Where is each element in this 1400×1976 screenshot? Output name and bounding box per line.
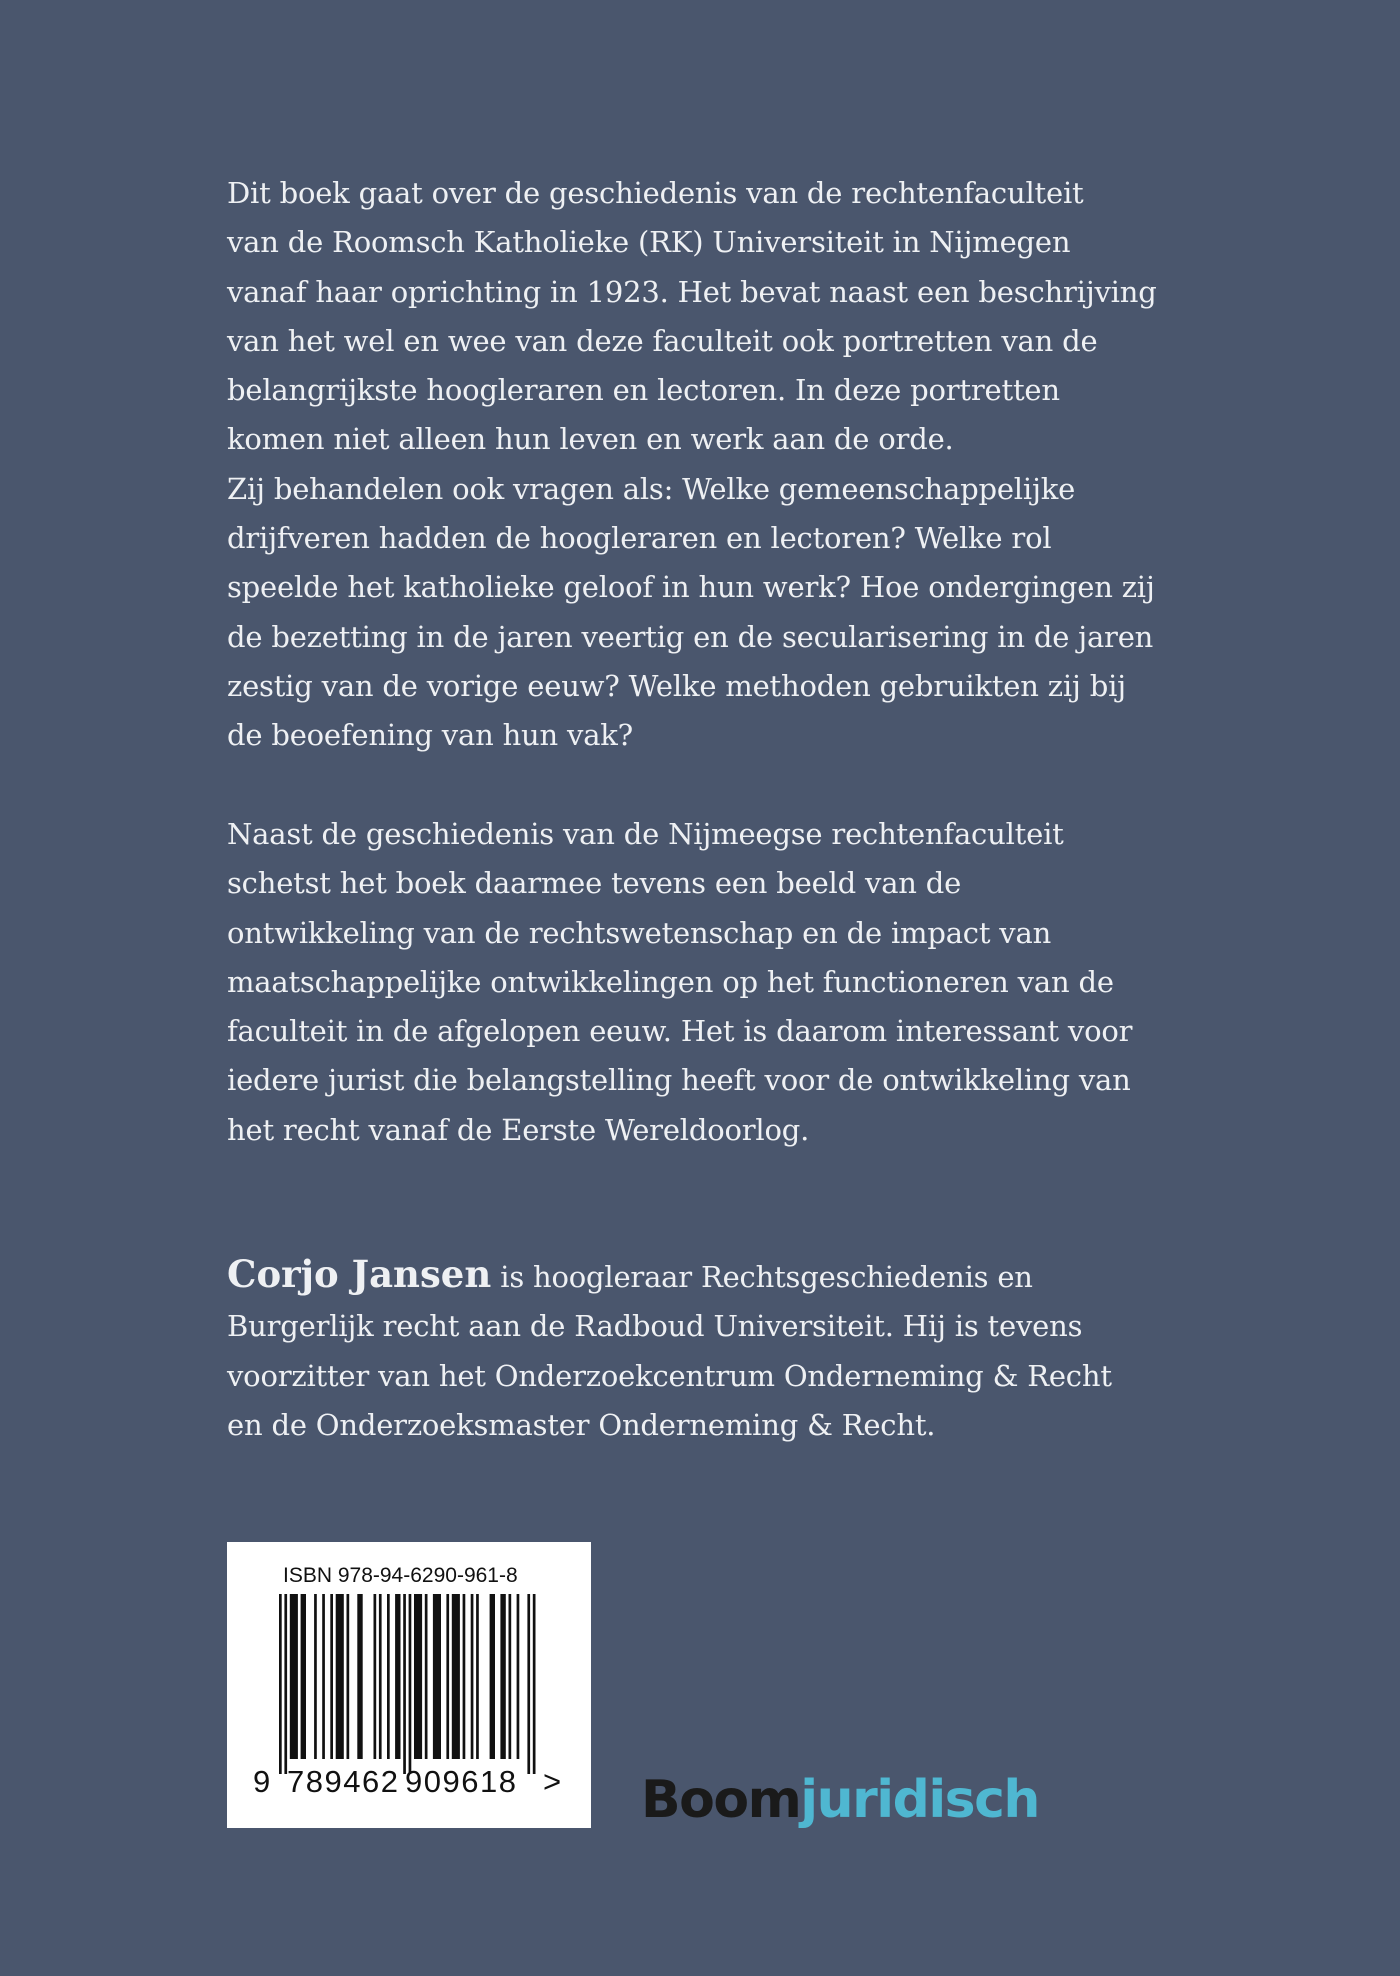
barcode-bar — [527, 1594, 530, 1774]
barcode-bar — [374, 1594, 377, 1759]
summary-line: schetst het boek daarmee tevens een beeld van de — [227, 866, 962, 901]
intro-line: belangrijkste hoogleraren en lectoren. In deze portretten — [227, 373, 1060, 408]
barcode-bar — [322, 1594, 325, 1759]
publisher-logo-juridisch: juridisch — [800, 1770, 1039, 1830]
barcode-bar — [314, 1594, 317, 1759]
barcode-bars — [279, 1594, 543, 1784]
barcode-bar — [476, 1594, 479, 1759]
author-bio — [227, 1250, 1187, 1450]
isbn-label: ISBN 978-94-6290-961-8 — [283, 1564, 518, 1587]
summary-line: maatschappelijke ontwikkelingen op het functioneren van de — [227, 964, 1114, 999]
barcode-bar — [387, 1594, 390, 1759]
barcode-bar — [301, 1594, 306, 1759]
barcode-bar — [347, 1594, 350, 1759]
intro-line: de beoefening van hun vak? — [227, 718, 634, 753]
intro-paragraph — [227, 169, 1187, 761]
barcode-bar — [452, 1594, 460, 1759]
barcode-bar — [395, 1594, 400, 1759]
barcode-bar — [403, 1594, 406, 1774]
intro-line: Dit boek gaat over de geschiedenis van de rechtenfaculteit — [227, 176, 1084, 210]
intro-line: komen niet alleen hun leven en werk aan de orde. — [227, 422, 954, 457]
author-bio-line: voorzitter van het Onderzoekcentrum Onderneming & Recht — [227, 1358, 1112, 1393]
summary-paragraph — [227, 810, 1187, 1155]
barcode-bar — [425, 1594, 428, 1759]
barcode-digits-right: 909618 — [405, 1764, 518, 1799]
intro-line: drijfveren hadden de hoogleraren en lectoren? Welke rol — [227, 521, 1052, 556]
intro-line: de bezetting in de jaren veertig en de secularisering in de jaren — [227, 619, 1154, 654]
barcode-bar — [279, 1594, 282, 1774]
summary-line: iedere jurist die belangstelling heeft voor de ontwikkeling van — [227, 1063, 1131, 1098]
barcode-bar — [379, 1594, 382, 1759]
barcode-arrow: > — [543, 1764, 562, 1799]
barcode-bar — [336, 1594, 344, 1759]
author-name: Corjo Jansen — [227, 1252, 492, 1296]
author-bio-first-line — [227, 1250, 1187, 1302]
publisher-logo — [641, 1770, 1039, 1830]
summary-line: het recht vanaf de Eerste Wereldoorlog. — [227, 1112, 810, 1147]
summary-line: faculteit in de afgelopen eeuw. Het is daarom interessant voor — [227, 1014, 1133, 1049]
barcode-bar — [284, 1594, 287, 1774]
barcode-bar — [533, 1594, 536, 1774]
barcode-bar — [471, 1594, 474, 1759]
intro-line: speelde het katholieke geloof in hun werk? Hoe ondergingen zij — [227, 570, 1155, 605]
summary-line: Naast de geschiedenis van de Nijmeegse rechtenfaculteit — [227, 817, 1064, 851]
barcode-bar — [446, 1594, 449, 1759]
intro-line: vanaf haar oprichting in 1923. Het bevat naast een beschrijving — [227, 274, 1157, 309]
barcode-digit-first: 9 — [253, 1764, 272, 1799]
intro-line: Zij behandelen ook vragen als: Welke gemeenschappelijke — [227, 471, 1076, 506]
barcode-bar — [463, 1594, 466, 1759]
barcode-digits-left: 789462 — [287, 1764, 400, 1799]
author-bio-line: en de Onderzoeksmaster Onderneming & Recht. — [227, 1407, 936, 1442]
intro-line: zestig van de vorige eeuw? Welke methoden gebruikten zij bij — [227, 668, 1126, 703]
barcode-bar — [357, 1594, 362, 1759]
summary-line: ontwikkeling van de rechtswetenschap en de impact van — [227, 915, 1052, 950]
publisher-logo-boom: Boom — [641, 1770, 801, 1830]
barcode-bar — [409, 1594, 412, 1774]
barcode-bar — [509, 1594, 512, 1759]
intro-line: van het wel en wee van deze faculteit ook portretten van de — [227, 323, 1098, 358]
isbn-barcode — [227, 1542, 591, 1828]
barcode-bar — [500, 1594, 505, 1759]
barcode-bar — [290, 1594, 298, 1759]
barcode-bar — [490, 1594, 495, 1759]
barcode-bar — [414, 1594, 422, 1759]
intro-line: van de Roomsch Katholieke (RK) Universiteit in Nijmegen — [227, 225, 1071, 260]
author-bio-text: is hoogleraar Rechtsgeschiedenis en — [491, 1260, 1033, 1294]
barcode-bar — [517, 1594, 520, 1759]
barcode-bar — [330, 1594, 333, 1759]
barcode-bar — [433, 1594, 441, 1759]
author-bio-line: Burgerlijk recht aan de Radboud Universiteit. Hij is tevens — [227, 1309, 1083, 1344]
